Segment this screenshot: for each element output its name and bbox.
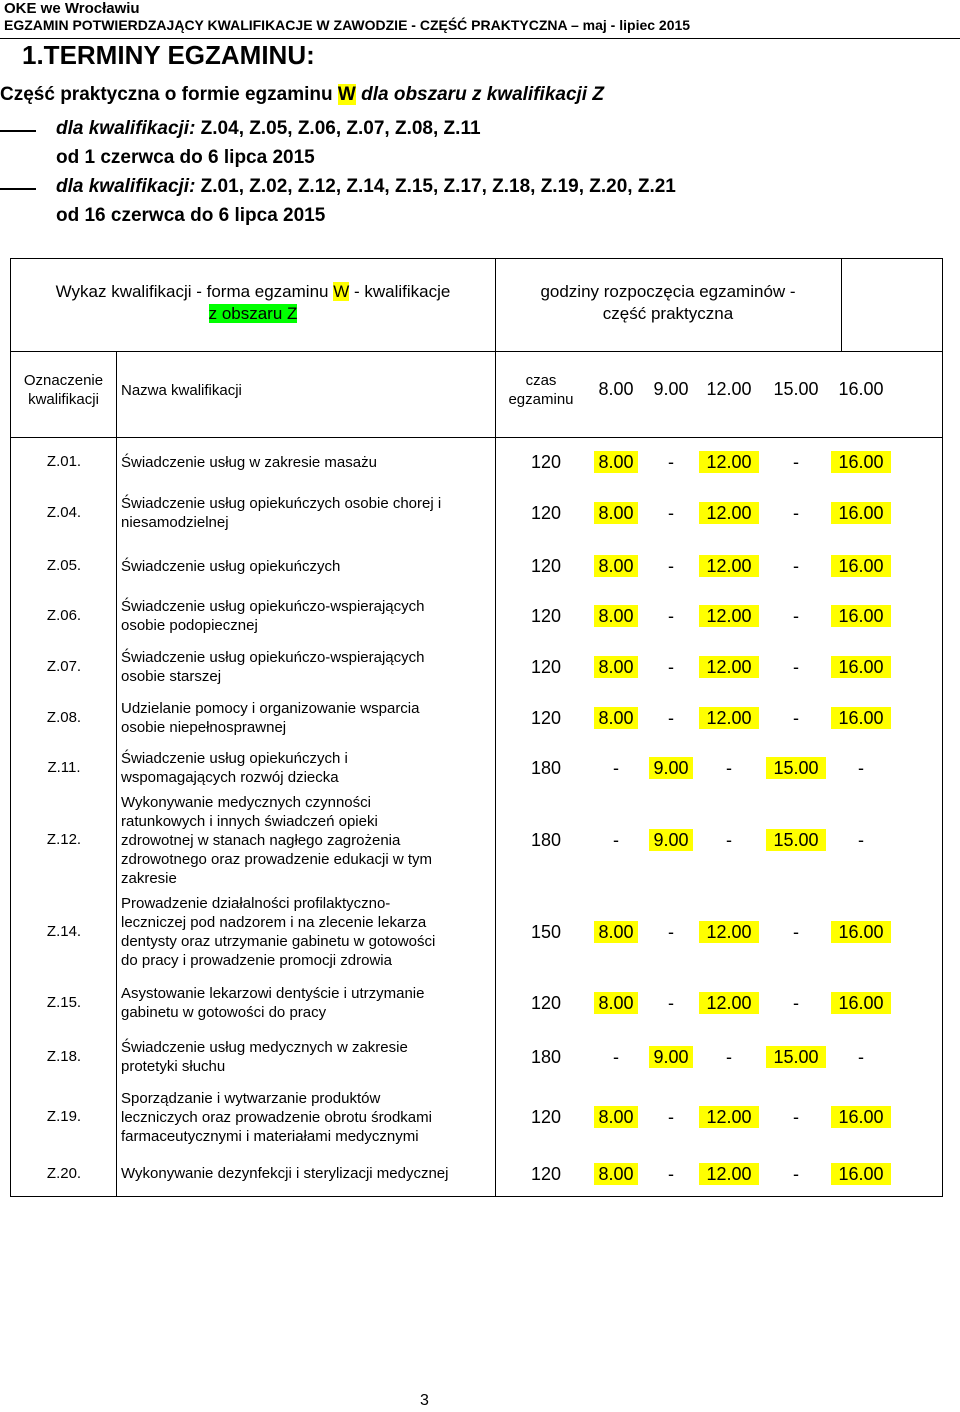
row-slot-empty: -: [793, 503, 799, 523]
row-duration: 180: [530, 830, 562, 850]
section-title: 1.TERMINY EGZAMINU:: [22, 40, 315, 70]
row-code: Z.15.: [46, 994, 82, 1011]
row-slot-empty: -: [668, 1163, 674, 1184]
row-duration: 120: [530, 1163, 562, 1184]
row-slot-time: 16.00: [831, 1106, 891, 1128]
row-slot-time: 8.00: [594, 707, 638, 729]
term-label: dla kwalifikacji:: [56, 118, 201, 139]
row-name: [121, 984, 491, 1022]
row-slot-time: 8.00: [594, 451, 638, 473]
row-slot-empty: -: [668, 922, 674, 942]
row-slot-empty: -: [668, 605, 674, 626]
row-slot-empty: -: [668, 503, 674, 523]
row-name-line: osobie niepełnosprawnej: [121, 718, 287, 736]
row-duration: 120: [530, 656, 562, 677]
row-name-line: leczniczej pod nadzorem i na zlecenie lekarza: [121, 914, 427, 931]
row-slot-time: 12.00: [699, 1106, 759, 1128]
row-slot-time: 16.00: [831, 605, 891, 627]
time-header-16-00: 16.00: [838, 379, 884, 399]
row-name: [121, 1089, 491, 1146]
row-duration: 180: [530, 757, 562, 778]
row-code: Z.19.: [46, 1108, 82, 1125]
row-slot-time: 8.00: [594, 1163, 638, 1185]
row-duration: 120: [530, 503, 562, 523]
term-1-dates: od 1 czerwca do 6 lipca 2015: [56, 147, 315, 168]
row-name-line: zdrowotnej w stanach nagłego zagrożenia: [121, 831, 401, 849]
row-slot-time: 12.00: [699, 605, 759, 627]
term-label: dla kwalifikacji:: [56, 176, 201, 197]
table-header-hours: [495, 281, 841, 325]
row-name-line: do pracy i prowadzenie promocji zdrowia: [121, 952, 392, 969]
row-code: Z.12.: [46, 831, 82, 848]
bullet-dash: [0, 188, 36, 190]
row-name: [121, 557, 491, 576]
row-duration: 120: [530, 1107, 562, 1127]
row-slot-time: 16.00: [831, 451, 891, 473]
intro-part1: Część praktyczna o formie egzaminu: [0, 84, 338, 105]
row-slot-time: 9.00: [649, 757, 693, 779]
row-name: [121, 1164, 491, 1183]
intro-part2: dla obszaru z kwalifikacji Z: [355, 84, 604, 105]
term-1-qualifications: [56, 118, 481, 140]
time-header-9-00: 9.00: [653, 379, 689, 399]
row-slot-time: 8.00: [594, 1106, 638, 1128]
row-name: [121, 793, 491, 888]
column-header-name: Nazwa kwalifikacji: [121, 382, 242, 399]
time-header-15-00: 15.00: [773, 379, 819, 399]
header-title: EGZAMIN POTWIERDZAJĄCY KWALIFIKACJE W ZAWODZIE - CZĘŚĆ PRAKTYCZNA – maj - lipiec 2015: [4, 17, 691, 33]
row-slot-empty: -: [858, 1047, 864, 1067]
row-name-line: zakresie: [121, 869, 177, 887]
row-code: Z.01.: [46, 453, 82, 470]
row-name-line: Udzielanie pomocy i organizowanie wsparcia: [121, 699, 420, 717]
table-header-list-line1: Wykaz kwalifikacji - forma egzaminu W - kwalifikacje: [55, 282, 451, 301]
row-slot-time: 15.00: [766, 757, 826, 779]
row-slot-empty: -: [793, 1107, 799, 1127]
header-org: OKE we Wrocławiu: [4, 0, 140, 17]
row-slot-time: 8.00: [594, 921, 638, 943]
row-duration: 150: [530, 922, 562, 942]
table-header-list: [11, 281, 495, 325]
row-code: Z.05.: [46, 557, 82, 574]
row-slot-empty: -: [668, 656, 674, 677]
row-name: [121, 894, 491, 970]
row-slot-empty: -: [726, 1047, 732, 1067]
term-codes: Z.01, Z.02, Z.12, Z.14, Z.15, Z.17, Z.18, Z.19, Z.20, Z.21: [200, 176, 676, 197]
row-name-line: Świadczenie usług opiekuńczych: [121, 557, 341, 575]
row-name: [121, 1038, 491, 1076]
row-slot-empty: -: [613, 1047, 619, 1067]
row-name: [121, 494, 491, 532]
term-2-dates: od 16 czerwca do 6 lipca 2015: [56, 205, 326, 226]
row-slot-empty: -: [793, 452, 799, 472]
row-code: Z.07.: [46, 657, 82, 675]
row-slot-time: 15.00: [766, 829, 826, 851]
row-code: Z.18.: [46, 1048, 82, 1065]
table-header-list-line2: z obszaru Z: [208, 304, 298, 323]
row-slot-time: 16.00: [831, 1163, 891, 1185]
row-name-line: osobie starszej: [121, 667, 222, 685]
row-duration: 180: [530, 1047, 562, 1067]
row-name-line: Świadczenie usług opiekuńczych i: [121, 749, 348, 767]
row-slot-empty: -: [793, 1163, 799, 1184]
row-slot-empty: -: [858, 830, 864, 850]
header-divider: [0, 38, 960, 39]
row-slot-time: 16.00: [831, 656, 891, 678]
page-number: 3: [420, 1392, 429, 1409]
row-slot-empty: -: [668, 1107, 674, 1127]
row-name-line: Asystowanie lekarzowi dentyście i utrzymanie: [121, 985, 425, 1002]
row-name-line: leczniczych oraz prowadzenie obrotu środkami: [121, 1108, 432, 1126]
row-code: Z.08.: [46, 708, 82, 726]
row-slot-empty: -: [726, 757, 732, 778]
row-name-line: zdrowotnego oraz prowadzenie edukacji w tym: [121, 850, 432, 868]
row-name-line: dentysty oraz utrzymanie gabinetu w gotowości: [121, 933, 436, 950]
row-slot-time: 8.00: [594, 605, 638, 627]
row-slot-time: 16.00: [831, 707, 891, 729]
row-name-line: Wykonywanie medycznych czynności: [121, 793, 371, 811]
row-name: [121, 453, 491, 472]
row-slot-empty: -: [668, 556, 674, 576]
row-duration: 120: [530, 605, 562, 626]
column-header-code: Oznaczenie kwalifikacji: [23, 372, 104, 408]
row-slot-time: 12.00: [699, 1163, 759, 1185]
schedule-table: [10, 258, 943, 1197]
row-slot-empty: -: [613, 830, 619, 850]
row-name-line: ratunkowych i innych świadczeń opieki: [121, 812, 378, 830]
row-slot-time: 16.00: [831, 921, 891, 943]
row-slot-time: 15.00: [766, 1046, 826, 1068]
row-name-line: gabinetu w gotowości do pracy: [121, 1004, 327, 1021]
row-code: Z.11.: [47, 758, 81, 776]
table-divider: [495, 259, 496, 1196]
row-name-line: osobie podopiecznej: [121, 616, 258, 634]
table-header-hours-line1: godziny rozpoczęcia egzaminów -: [540, 282, 796, 301]
row-name: [121, 648, 491, 686]
row-name-line: Świadczenie usług opiekuńczo-wspierających: [121, 597, 425, 615]
row-slot-time: 8.00: [594, 656, 638, 678]
row-name-line: protetyki słuchu: [121, 1058, 226, 1075]
row-slot-empty: -: [668, 993, 674, 1013]
row-name-line: Sporządzanie i wytwarzanie produktów: [121, 1089, 381, 1107]
row-slot-time: 12.00: [699, 707, 759, 729]
row-slot-empty: -: [793, 605, 799, 626]
intro-w-badge: W: [337, 84, 356, 105]
row-slot-empty: -: [793, 707, 799, 728]
row-slot-empty: -: [793, 993, 799, 1013]
row-duration: 120: [530, 556, 562, 576]
table-divider: [841, 259, 842, 351]
row-slot-empty: -: [668, 452, 674, 472]
row-duration: 120: [530, 707, 562, 728]
row-slot-time: 8.00: [594, 992, 638, 1014]
row-slot-empty: -: [668, 707, 674, 728]
row-slot-empty: -: [613, 757, 619, 778]
term-codes: Z.04, Z.05, Z.06, Z.07, Z.08, Z.11: [200, 118, 481, 139]
row-duration: 120: [530, 993, 562, 1013]
row-name-line: wspomagających rozwój dziecka: [121, 768, 339, 786]
row-code: Z.14.: [46, 923, 82, 940]
column-header-duration: czas egzaminu: [508, 372, 574, 408]
row-code: Z.06.: [46, 606, 82, 624]
row-name-line: Świadczenie usług opiekuńczo-wspierających: [121, 648, 425, 666]
row-name: [121, 699, 491, 737]
row-slot-time: 12.00: [699, 555, 759, 577]
row-code: Z.20.: [46, 1164, 82, 1182]
row-slot-time: 16.00: [831, 502, 891, 524]
time-header-12-00: 12.00: [706, 379, 752, 399]
table-header-hours-line2: część praktyczna: [602, 304, 734, 323]
row-slot-time: 9.00: [649, 829, 693, 851]
row-slot-time: 16.00: [831, 555, 891, 577]
row-name-line: Świadczenie usług medycznych w zakresie: [121, 1039, 408, 1056]
row-slot-time: 12.00: [699, 992, 759, 1014]
bullet-dash: [0, 130, 36, 132]
term-2-qualifications: [56, 176, 676, 198]
row-name-line: Świadczenie usług w zakresie masażu: [121, 453, 377, 471]
row-slot-time: 9.00: [649, 1046, 693, 1068]
intro-line: [0, 84, 604, 106]
row-slot-time: 12.00: [699, 451, 759, 473]
row-name-line: Świadczenie usług opiekuńczych osobie chorej i: [121, 495, 442, 512]
row-slot-time: 12.00: [699, 502, 759, 524]
row-slot-empty: -: [793, 656, 799, 677]
row-slot-empty: -: [793, 556, 799, 576]
row-code: Z.04.: [46, 504, 82, 521]
row-slot-time: 8.00: [594, 502, 638, 524]
row-duration: 120: [530, 452, 562, 472]
row-slot-empty: -: [726, 830, 732, 850]
row-name-line: Wykonywanie dezynfekcji i sterylizacji medycznej: [121, 1165, 449, 1182]
row-name: [121, 597, 491, 635]
row-name: [121, 749, 491, 787]
row-slot-time: 12.00: [699, 921, 759, 943]
row-name-line: Prowadzenie działalności profilaktyczno-: [121, 895, 391, 912]
row-name-line: farmaceutycznymi i materiałami medycznymi: [121, 1127, 419, 1145]
row-slot-empty: -: [858, 757, 864, 778]
row-slot-time: 8.00: [594, 555, 638, 577]
table-divider: [11, 351, 942, 352]
table-divider: [11, 437, 942, 438]
row-slot-empty: -: [793, 922, 799, 942]
row-slot-time: 16.00: [831, 992, 891, 1014]
time-header-8-00: 8.00: [598, 379, 634, 399]
row-name-line: niesamodzielnej: [121, 514, 229, 531]
row-slot-time: 12.00: [699, 656, 759, 678]
